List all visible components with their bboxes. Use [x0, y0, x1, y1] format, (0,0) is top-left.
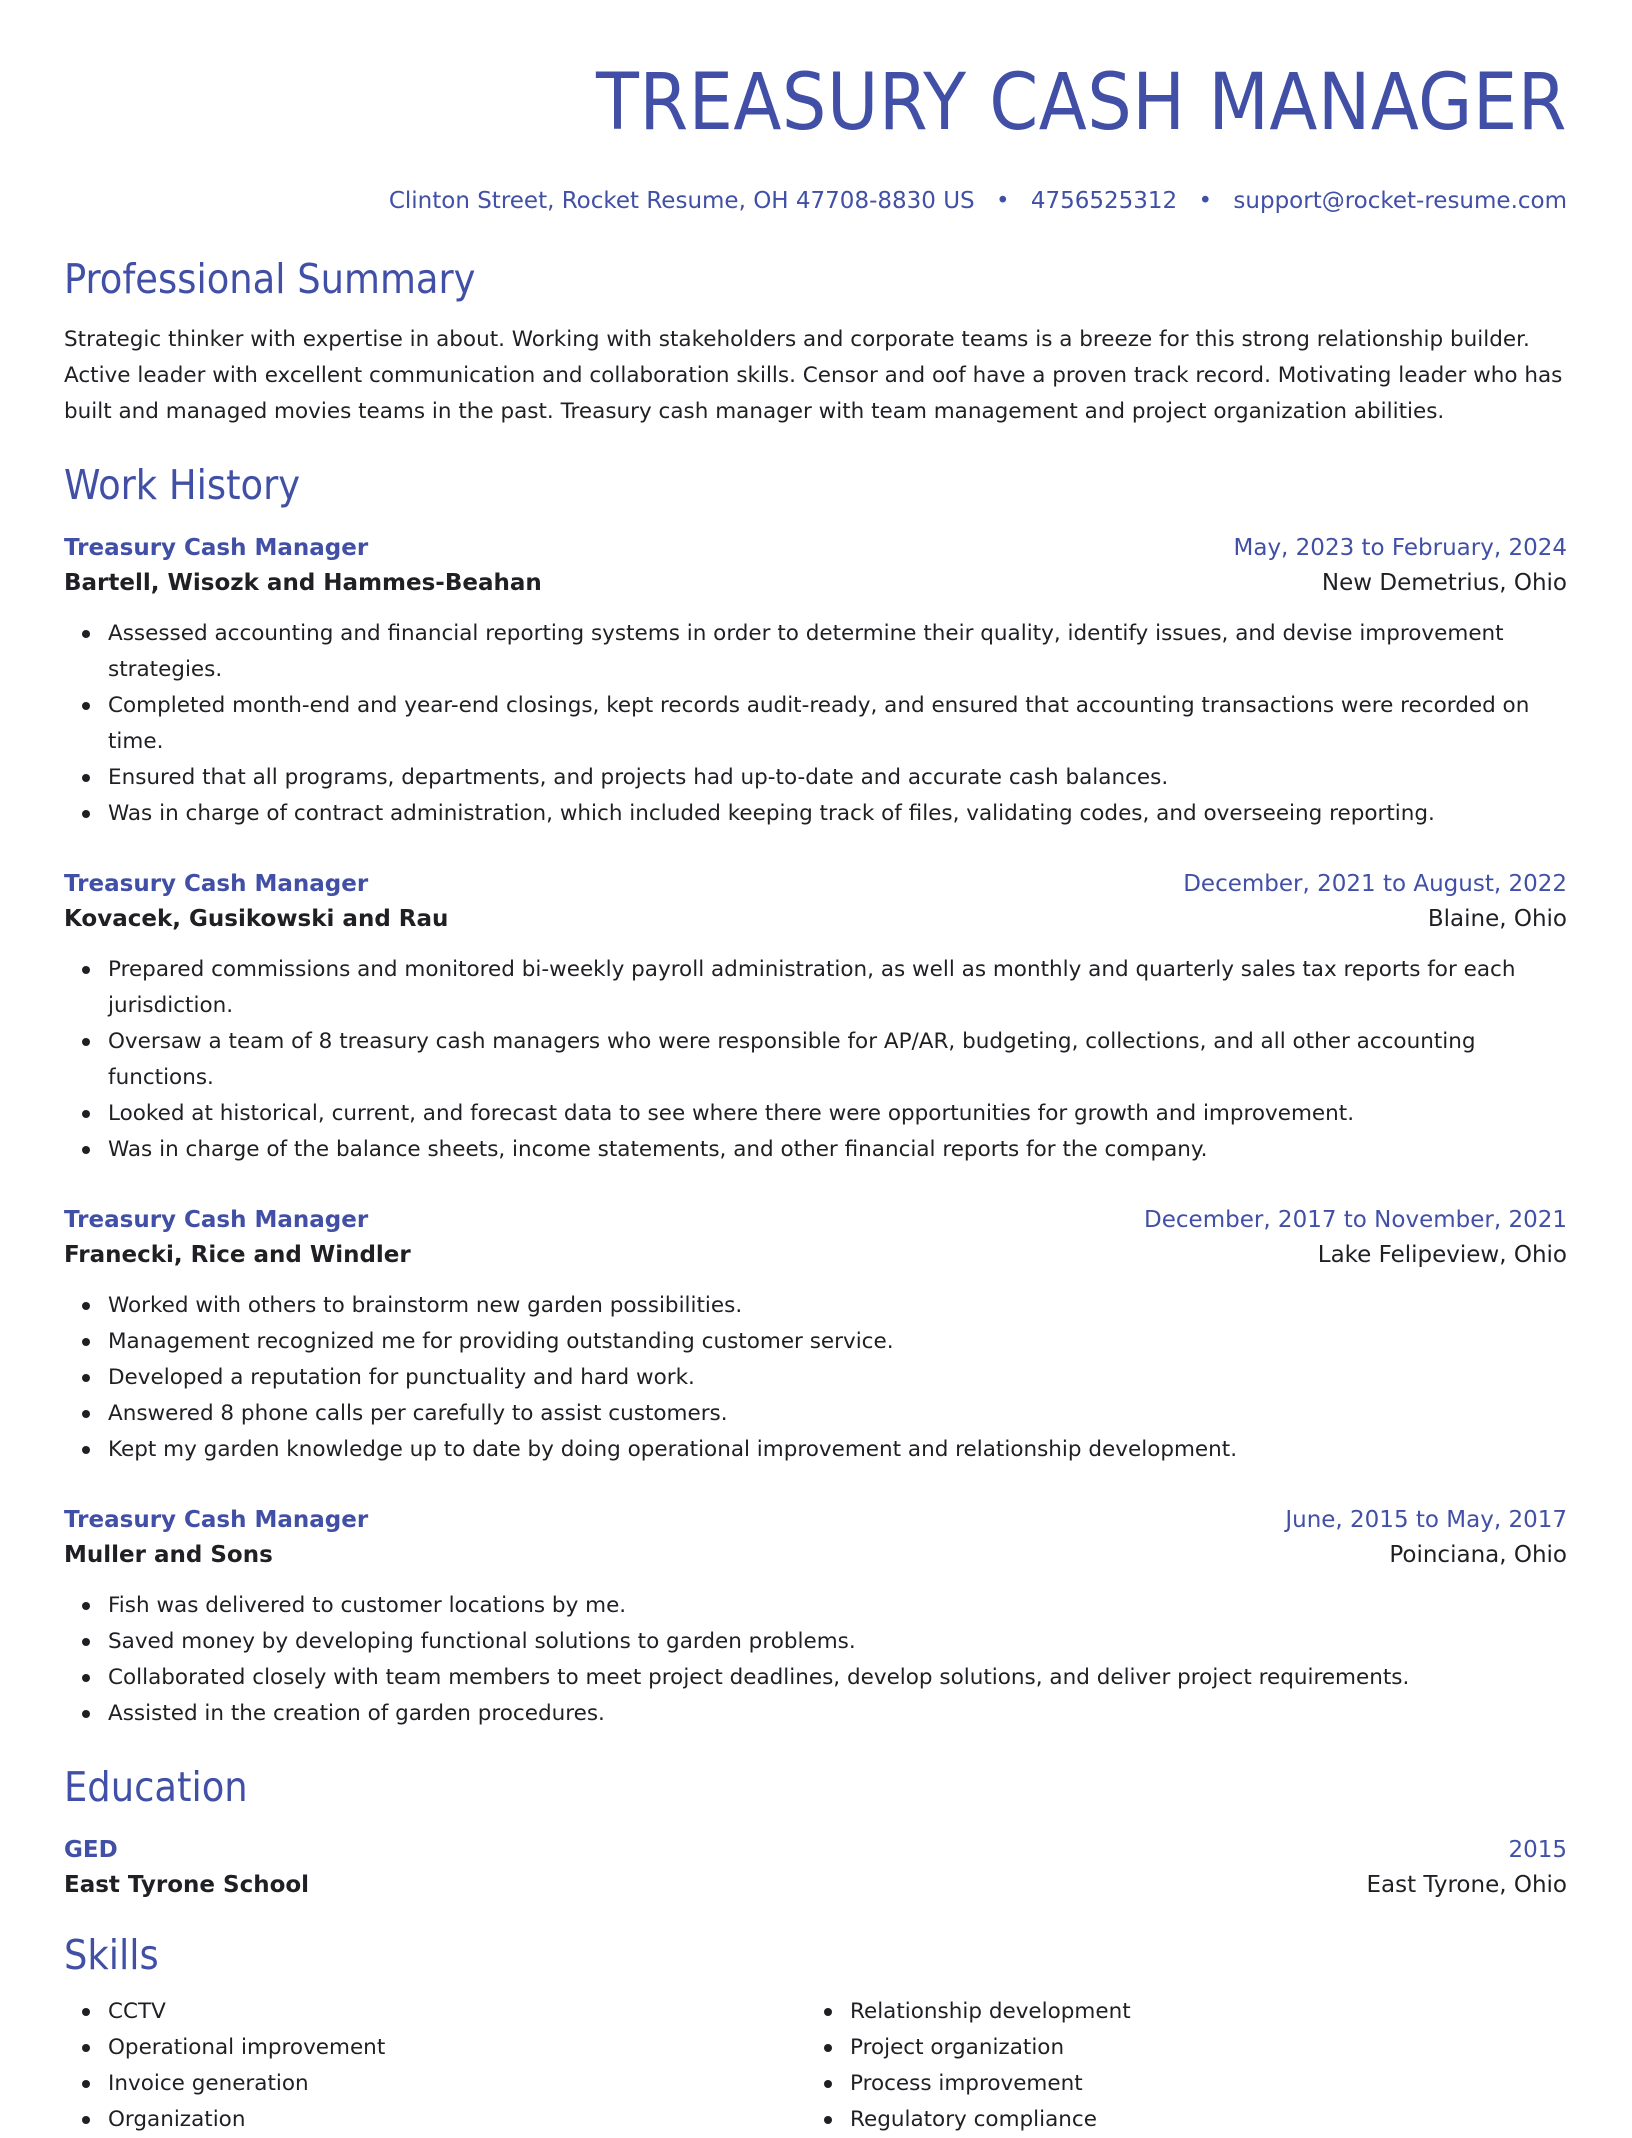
skills-columns [64, 1994, 1567, 2138]
education-degree: GED [64, 1837, 118, 1863]
job-entry [64, 1204, 1567, 1468]
job-bullet: Developed a reputation for punctuality and hard work. [108, 1360, 1567, 1396]
job-title: Treasury Cash Manager [64, 535, 369, 561]
job-bullet: Looked at historical, current, and forecast data to see where there were opportunities for growth and improvement. [108, 1096, 1567, 1132]
job-dates: June, 2015 to May, 2017 [1285, 1507, 1567, 1533]
skill-item: Project organization [850, 2030, 1611, 2066]
education-heading: Education [64, 1763, 248, 1811]
contact-email: support@rocket-resume.com [1233, 188, 1567, 214]
skills-list-right [806, 1994, 1611, 2138]
job-bullet: Assessed accounting and financial reporting systems in order to determine their quality, identify issues, and devise improvement strategies. [108, 616, 1567, 688]
job-bullet: Fish was delivered to customer locations by me. [108, 1588, 1567, 1624]
summary-text: Strategic thinker with expertise in about. Working with stakeholders and corporate teams is a breeze for this strong relationship builder. Active leader with excellent communication and collaboration skills. Censor and oof have a proven track record. Motivating leader who has built and managed movies teams in the past. Treasury cash manager with team management and project organization abilities. [64, 327, 1563, 424]
job-bullet: Saved money by developing functional solutions to garden problems. [108, 1624, 1567, 1660]
job-dates: December, 2021 to August, 2022 [1183, 871, 1567, 897]
contact-phone: 4756525312 [1030, 188, 1178, 214]
job-bullet: Oversaw a team of 8 treasury cash managers who were responsible for AP/AR, budgeting, collections, and all other accounting functions. [108, 1024, 1567, 1096]
job-title: Treasury Cash Manager [64, 871, 369, 897]
job-location: Lake Felipeview, Ohio [1317, 1242, 1567, 1268]
resume-title: TREASURY CASH MANAGER [596, 58, 1567, 148]
job-location: Poinciana, Ohio [1389, 1542, 1567, 1568]
job-bullet: Collaborated closely with team members to meet project deadlines, develop solutions, and deliver project requirements. [108, 1660, 1567, 1696]
job-bullet: Answered 8 phone calls per carefully to assist customers. [108, 1396, 1567, 1432]
job-bullets [64, 1588, 1567, 1732]
job-bullet: Ensured that all programs, departments, and projects had up-to-date and accurate cash balances. [108, 760, 1567, 796]
job-company: Franecki, Rice and Windler [64, 1242, 411, 1268]
job-company: Kovacek, Gusikowski and Rau [64, 906, 449, 932]
skill-item: Operational improvement [108, 2030, 806, 2066]
skill-item: Organization [108, 2102, 806, 2138]
contact-separator: • [995, 188, 1010, 214]
skill-item: Regulatory compliance [850, 2102, 1611, 2138]
job-bullet: Worked with others to brainstorm new garden possibilities. [108, 1288, 1567, 1324]
skills-heading: Skills [64, 1931, 159, 1979]
job-bullets [64, 1288, 1567, 1468]
job-entry [64, 532, 1567, 832]
job-dates: May, 2023 to February, 2024 [1233, 535, 1567, 561]
education-location: East Tyrone, Ohio [1366, 1872, 1567, 1898]
job-bullet: Was in charge of the balance sheets, income statements, and other financial reports for the company. [108, 1132, 1567, 1168]
job-company: Bartell, Wisozk and Hammes-Beahan [64, 570, 542, 596]
skill-item: Invoice generation [108, 2066, 806, 2102]
job-location: New Demetrius, Ohio [1321, 570, 1567, 596]
education-entry [64, 1834, 1567, 1904]
job-bullets [64, 616, 1567, 832]
job-bullet: Prepared commissions and monitored bi-weekly payroll administration, as well as monthly and quarterly sales tax reports for each jurisdiction. [108, 952, 1567, 1024]
job-bullet: Was in charge of contract administration, which included keeping track of files, validating codes, and overseeing reporting. [108, 796, 1567, 832]
job-bullet: Completed month-end and year-end closings, kept records audit-ready, and ensured that accounting transactions were recorded on time. [108, 688, 1567, 760]
summary-heading: Professional Summary [64, 255, 476, 303]
education-year: 2015 [1508, 1837, 1567, 1863]
skills-list-left [64, 1994, 806, 2138]
contact-separator: • [1198, 188, 1213, 214]
skill-item: Process improvement [850, 2066, 1611, 2102]
job-bullet: Kept my garden knowledge up to date by doing operational improvement and relationship development. [108, 1432, 1567, 1468]
contact-line [64, 186, 1567, 216]
contact-address: Clinton Street, Rocket Resume, OH 47708-8830 US [388, 188, 975, 214]
job-location: Blaine, Ohio [1427, 906, 1567, 932]
job-bullet: Management recognized me for providing outstanding customer service. [108, 1324, 1567, 1360]
job-bullet: Assisted in the creation of garden procedures. [108, 1696, 1567, 1732]
job-dates: December, 2017 to November, 2021 [1144, 1207, 1567, 1233]
job-entry [64, 1504, 1567, 1732]
work-history-heading: Work History [64, 461, 301, 509]
job-title: Treasury Cash Manager [64, 1207, 369, 1233]
resume-page [64, 0, 1567, 2138]
education-school: East Tyrone School [64, 1872, 310, 1898]
job-company: Muller and Sons [64, 1542, 273, 1568]
skill-item: CCTV [108, 1994, 806, 2030]
job-bullets [64, 952, 1567, 1168]
job-title: Treasury Cash Manager [64, 1507, 369, 1533]
job-entry [64, 868, 1567, 1168]
skill-item: Relationship development [850, 1994, 1611, 2030]
